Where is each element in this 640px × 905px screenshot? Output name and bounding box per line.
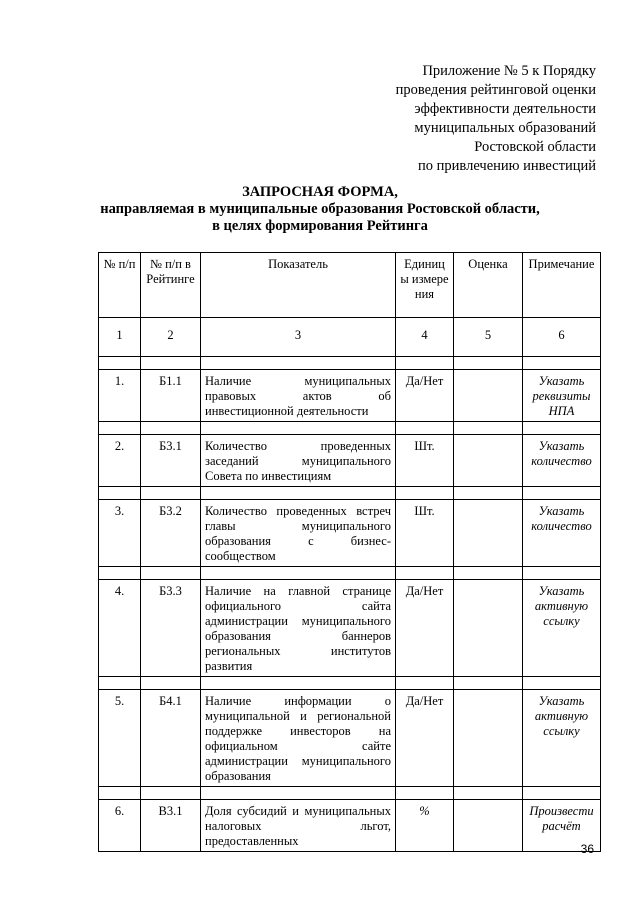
- row-unit: %: [396, 800, 454, 852]
- row-unit: Да/Нет: [396, 580, 454, 677]
- annex-line: проведения рейтинговой оценки: [395, 82, 596, 98]
- row-num: 1.: [99, 370, 141, 422]
- row-code: В3.1: [141, 800, 201, 852]
- col-number: 5: [454, 318, 523, 357]
- col-number: 6: [523, 318, 601, 357]
- header-score: Оценка: [454, 253, 523, 318]
- row-indicator: Наличие информации о муниципальной и региональной поддержке инвесторов на официальном сайте администрации муниципального образования: [201, 690, 396, 787]
- table-row: [99, 435, 601, 487]
- column-number-row: [99, 318, 601, 357]
- title-line-2: направляемая в муниципальные образования Ростовской области,: [100, 201, 540, 217]
- spacer-row: [99, 357, 601, 370]
- header-num: № п/п: [99, 253, 141, 318]
- row-score: [454, 370, 523, 422]
- row-indicator: Количество проведенных заседаний муниципального Совета по инвестициям: [201, 435, 396, 487]
- row-note: Указать активную ссылку: [523, 690, 601, 787]
- request-form-table: [98, 252, 601, 852]
- col-number: 1: [99, 318, 141, 357]
- table-row: [99, 690, 601, 787]
- title-line-1: ЗАПРОСНАЯ ФОРМА,: [242, 184, 398, 200]
- row-note: Указать реквизиты НПА: [523, 370, 601, 422]
- row-unit: Шт.: [396, 435, 454, 487]
- annex-reference: [336, 62, 596, 176]
- row-score: [454, 800, 523, 852]
- spacer-row: [99, 422, 601, 435]
- row-unit: Да/Нет: [396, 690, 454, 787]
- row-note: Произвести расчёт: [523, 800, 601, 852]
- row-score: [454, 435, 523, 487]
- row-unit: Шт.: [396, 500, 454, 567]
- col-number: 3: [201, 318, 396, 357]
- spacer-row: [99, 677, 601, 690]
- page-number: 36: [580, 842, 594, 856]
- row-indicator: Наличие на главной странице официального сайта администрации муниципального образования баннеров региональных институтов развития: [201, 580, 396, 677]
- header-row: [99, 253, 601, 318]
- header-indicator: Показатель: [201, 253, 396, 318]
- row-note: Указать количество: [523, 500, 601, 567]
- header-notes: Примечание: [523, 253, 601, 318]
- row-code: Б4.1: [141, 690, 201, 787]
- row-code: Б3.2: [141, 500, 201, 567]
- row-note: Указать активную ссылку: [523, 580, 601, 677]
- row-num: 5.: [99, 690, 141, 787]
- row-num: 2.: [99, 435, 141, 487]
- row-code: Б1.1: [141, 370, 201, 422]
- row-indicator: Доля субсидий и муниципальных налоговых льгот, предоставленных: [201, 800, 396, 852]
- table-row: [99, 370, 601, 422]
- row-score: [454, 690, 523, 787]
- row-num: 6.: [99, 800, 141, 852]
- header-rating-num: № п/п в Рейтинге: [141, 253, 201, 318]
- table-row: [99, 500, 601, 567]
- annex-line: эффективности деятельности: [414, 101, 596, 117]
- annex-line: муниципальных образований: [414, 120, 596, 136]
- annex-line: по привлечению инвестиций: [418, 158, 596, 174]
- form-title: [0, 184, 640, 235]
- spacer-row: [99, 487, 601, 500]
- row-indicator: Количество проведенных встреч главы муниципального образования с бизнес-сообществом: [201, 500, 396, 567]
- annex-line: Ростовской области: [474, 139, 596, 155]
- row-num: 4.: [99, 580, 141, 677]
- table-row: [99, 800, 601, 852]
- spacer-row: [99, 567, 601, 580]
- row-num: 3.: [99, 500, 141, 567]
- table-row: [99, 580, 601, 677]
- row-indicator: Наличие муниципальных правовых актов об инвестиционной деятельности: [201, 370, 396, 422]
- row-score: [454, 580, 523, 677]
- row-code: Б3.1: [141, 435, 201, 487]
- row-unit: Да/Нет: [396, 370, 454, 422]
- annex-line: Приложение № 5 к Порядку: [422, 63, 596, 79]
- col-number: 2: [141, 318, 201, 357]
- row-note: Указать количество: [523, 435, 601, 487]
- header-units: Единицы измерения: [396, 253, 454, 318]
- spacer-row: [99, 787, 601, 800]
- row-score: [454, 500, 523, 567]
- col-number: 4: [396, 318, 454, 357]
- row-code: Б3.3: [141, 580, 201, 677]
- title-line-3: в целях формирования Рейтинга: [212, 218, 428, 234]
